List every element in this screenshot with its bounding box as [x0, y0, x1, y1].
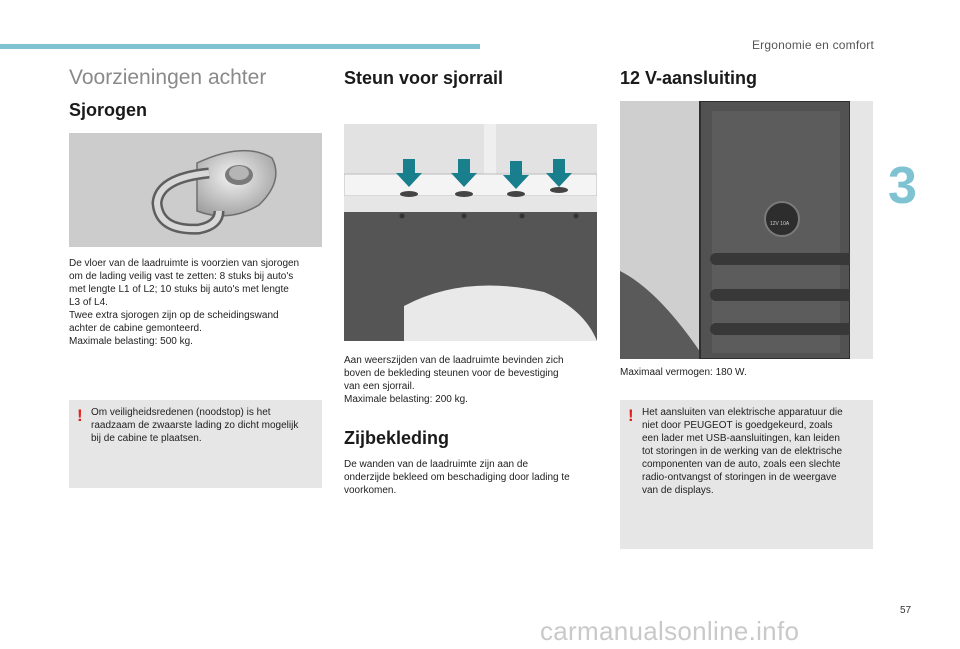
page-number: 57 — [900, 605, 912, 616]
lashing-eye-image — [69, 133, 322, 247]
sjorogen-body: De vloer van de laadruimte is voorzien van sjorogen om de lading veilig vast te zetten: 8 stuks bij auto's met lengte L1 of L2; 10 stuks bij auto's met lengte L3 of L4. Twee extra sjorogen zijn op de scheidingswand achter de cabine gemonteerd. Maximale belasting: 500 kg. — [69, 258, 300, 347]
12v-socket-image — [620, 101, 873, 359]
zijbekleding-body: De wanden van de laadruimte zijn aan de onderzijde bekleed om beschadiging door lading te voorkomen. — [344, 459, 570, 496]
section-title: Voorzieningen achter — [69, 66, 267, 89]
heading-sjorrail: Steun voor sjorrail — [344, 68, 504, 88]
socket-label: 12V 10A — [770, 221, 790, 227]
heading-12v: 12 V-aansluiting — [620, 68, 758, 88]
header-accent-bar — [0, 44, 480, 49]
lashing-rail-image — [344, 124, 597, 341]
warning-note-12v: ! Het aansluiten van elektrische apparatuur die niet door PEUGEOT is goedgekeurd, zoals een lader met USB-aansluitingen, kan leiden tot storingen in de werking van de elektrische componenten van de auto, zoals een slechte radio-ontvangst of storingen in de weergave van de displays. — [620, 400, 873, 549]
heading-zijbekleding: Zijbekleding — [344, 428, 450, 448]
chapter-number: 3 — [888, 157, 917, 215]
chapter-title: Ergonomie en comfort — [751, 38, 874, 52]
watermark: carmanualsonline.info — [540, 616, 800, 646]
warning-note-load: ! Om veiligheidsredenen (noodstop) is het raadzaam de zwaarste lading zo dicht mogelijk bij de cabine te plaatsen. — [69, 400, 322, 488]
sjorrail-body: Aan weerszijden van de laadruimte bevinden zich boven de bekleding steunen voor de bevestiging van een sjorrail. Maximale belasting: 200 kg. — [344, 355, 564, 405]
12v-body: Maximaal vermogen: 180 W. — [620, 367, 747, 378]
warning-icon: ! — [77, 406, 83, 425]
heading-sjorogen: Sjorogen — [69, 100, 148, 120]
warning-icon: ! — [628, 406, 634, 425]
